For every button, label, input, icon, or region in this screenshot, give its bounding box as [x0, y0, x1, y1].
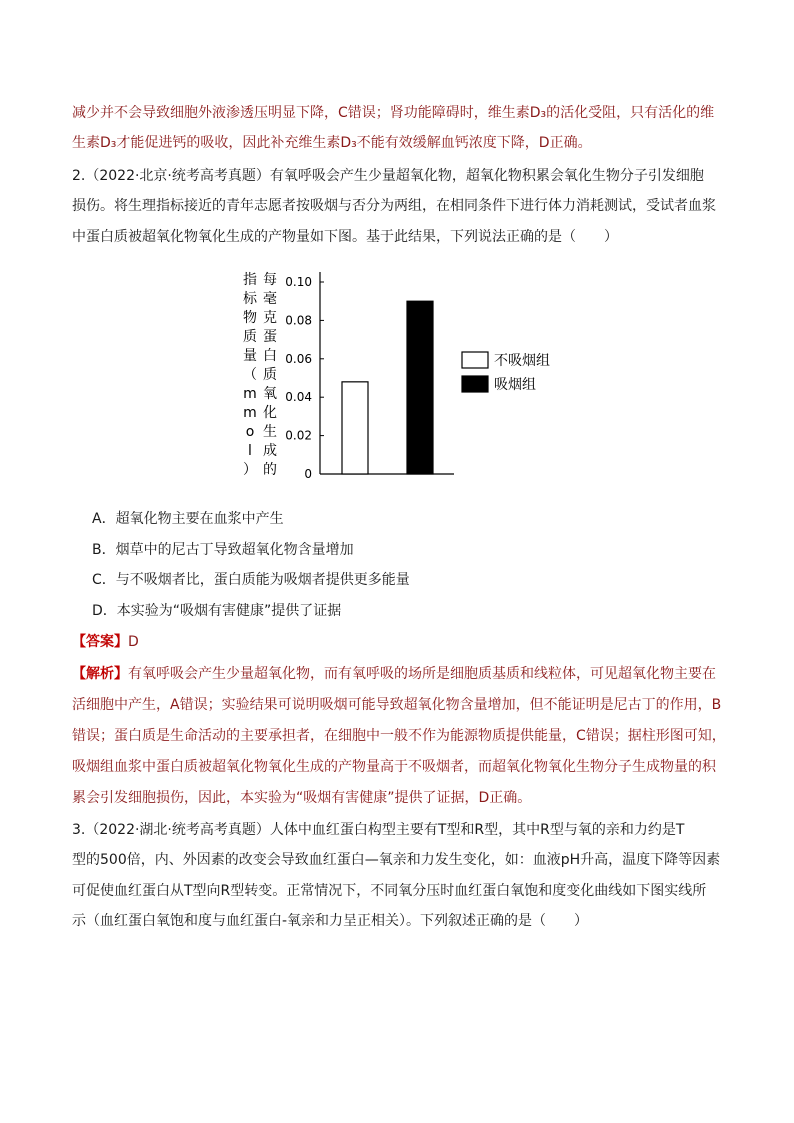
q3-stem-line-2: 型的500倍，内、外因素的改变会导致血红蛋白—氧亲和力发生变化，如：血液pH升高，温度下降等因素 [72, 852, 721, 868]
analysis-tag: 【解析】 [72, 666, 128, 682]
legend-swatch [462, 352, 488, 368]
chart-legend [462, 352, 550, 393]
q2-option-b: B．烟草中的尼古丁导致超氧化物含量增加 [92, 542, 354, 558]
q2-option-a: A．超氧化物主要在血浆中产生 [92, 511, 284, 527]
q2-analysis-line-3: 错误；蛋白质是生命活动的主要承担者，在细胞中一般不作为能源物质提供能量，C错误；据柱形图可知， [72, 728, 726, 744]
y-label-main-char: 克 [263, 310, 277, 326]
y-label-unit-char: 量 [243, 348, 257, 364]
bar-non-smoker [342, 382, 368, 474]
y-tick-label: 0.10 [285, 275, 312, 289]
y-label-unit-char: ） [243, 462, 257, 478]
q3-stem-line-3: 可促使血红蛋白从T型向R型转变。正常情况下，不同氧分压时血红蛋白氧饱和度变化曲线如下图实线所 [72, 883, 707, 899]
answer-value: D [128, 634, 139, 650]
y-label-unit-char: 物 [243, 310, 257, 326]
y-label-main-char: 化 [263, 405, 277, 421]
q2-stem-line-3: 中蛋白质被超氧化物氧化生成的产物量如下图。基于此结果，下列说法正确的是（ ） [72, 229, 618, 245]
q2-option-d: D．本实验为“吸烟有害健康”提供了证据 [92, 603, 342, 619]
y-label-unit-char: 指 [243, 272, 257, 288]
y-tick-label: 0.04 [285, 390, 312, 405]
y-tick-label: 0.02 [285, 428, 312, 443]
legend-swatch [462, 376, 488, 392]
bar-smoker [407, 301, 433, 474]
q2-stem-line-1: 2.（2022·北京·统考高考真题）有氧呼吸会产生少量超氧化物，超氧化物积累会氧化生物分子引发细胞 [72, 168, 704, 184]
y-tick-label: 0.08 [285, 313, 312, 328]
y-label-main-char: 的 [263, 462, 277, 478]
q3-stem-line-1: 3.（2022·湖北·统考高考真题）人体中血红蛋白构型主要有T型和R型，其中R型与氧的亲和力约是T [72, 822, 685, 838]
q2-analysis-line-5: 累会引发细胞损伤，因此，本实验为“吸烟有害健康”提供了证据，D正确。 [72, 790, 532, 806]
q2-analysis-line-2: 活细胞中产生，A错误；实验结果可说明吸烟可能导致超氧化物含量增加，但不能证明是尼古丁的作用，B [72, 697, 722, 713]
y-label-unit-char: m [243, 386, 257, 402]
y-label-unit-char: 质 [243, 329, 257, 345]
y-label-unit-char: l [248, 443, 252, 459]
y-label-main-char: 成 [263, 443, 277, 459]
y-label-unit-char: m [243, 405, 257, 421]
y-tick-label: 0 [304, 467, 312, 481]
legend-label: 不吸烟组 [494, 353, 550, 369]
y-axis-label-main [263, 272, 277, 478]
bars-group [342, 301, 433, 474]
q2-analysis-line-4: 吸烟组血浆中蛋白质被超氧化物氧化生成的产物量高于不吸烟者，而超氧化物氧化生物分子生成物量的积 [72, 759, 716, 775]
y-label-main-char: 白 [263, 348, 277, 364]
prev-answer-line-1: 减少并不会导致细胞外液渗透压明显下降，C错误；肾功能障碍时，维生素D₃的活化受阻，只有活化的维 [72, 105, 715, 121]
answer-tag: 【答案】 [72, 634, 128, 650]
y-label-main-char: 每 [263, 272, 277, 288]
y-label-unit-char: 标 [243, 291, 257, 307]
y-axis-label-unit [243, 271, 258, 478]
q2-option-c: C．与不吸烟者比，蛋白质能为吸烟者提供更多能量 [92, 572, 410, 588]
bar-chart [230, 262, 570, 492]
y-label-unit-char: o [245, 424, 255, 440]
q2-answer [72, 632, 139, 652]
y-label-main-char: 氧 [263, 386, 277, 402]
y-label-main-char: 生 [263, 424, 277, 440]
y-label-main-char: 毫 [263, 291, 277, 307]
y-tick-label: 0.06 [285, 351, 312, 366]
prev-answer-line-2: 生素D₃才能促进钙的吸收，因此补充维生素D₃不能有效缓解血钙浓度下降，D正确。 [72, 135, 592, 151]
q2-analysis-line-1 [72, 664, 716, 684]
y-label-main-char: 质 [263, 367, 277, 383]
y-label-unit-char: （ [243, 367, 257, 383]
y-label-main-char: 蛋 [263, 329, 277, 345]
q2-stem-line-2: 损伤。将生理指标接近的青年志愿者按吸烟与否分为两组，在相同条件下进行体力消耗测试，受试者血浆 [72, 198, 716, 214]
analysis-text-1: 有氧呼吸会产生少量超氧化物，而有氧呼吸的场所是细胞质基质和线粒体，可见超氧化物主要在 [128, 666, 716, 682]
legend-label: 吸烟组 [494, 377, 536, 393]
q3-stem-line-4: 示（血红蛋白氧饱和度与血红蛋白-氧亲和力呈正相关）。下列叙述正确的是（ ） [72, 913, 589, 929]
y-axis-ticks [285, 275, 324, 481]
